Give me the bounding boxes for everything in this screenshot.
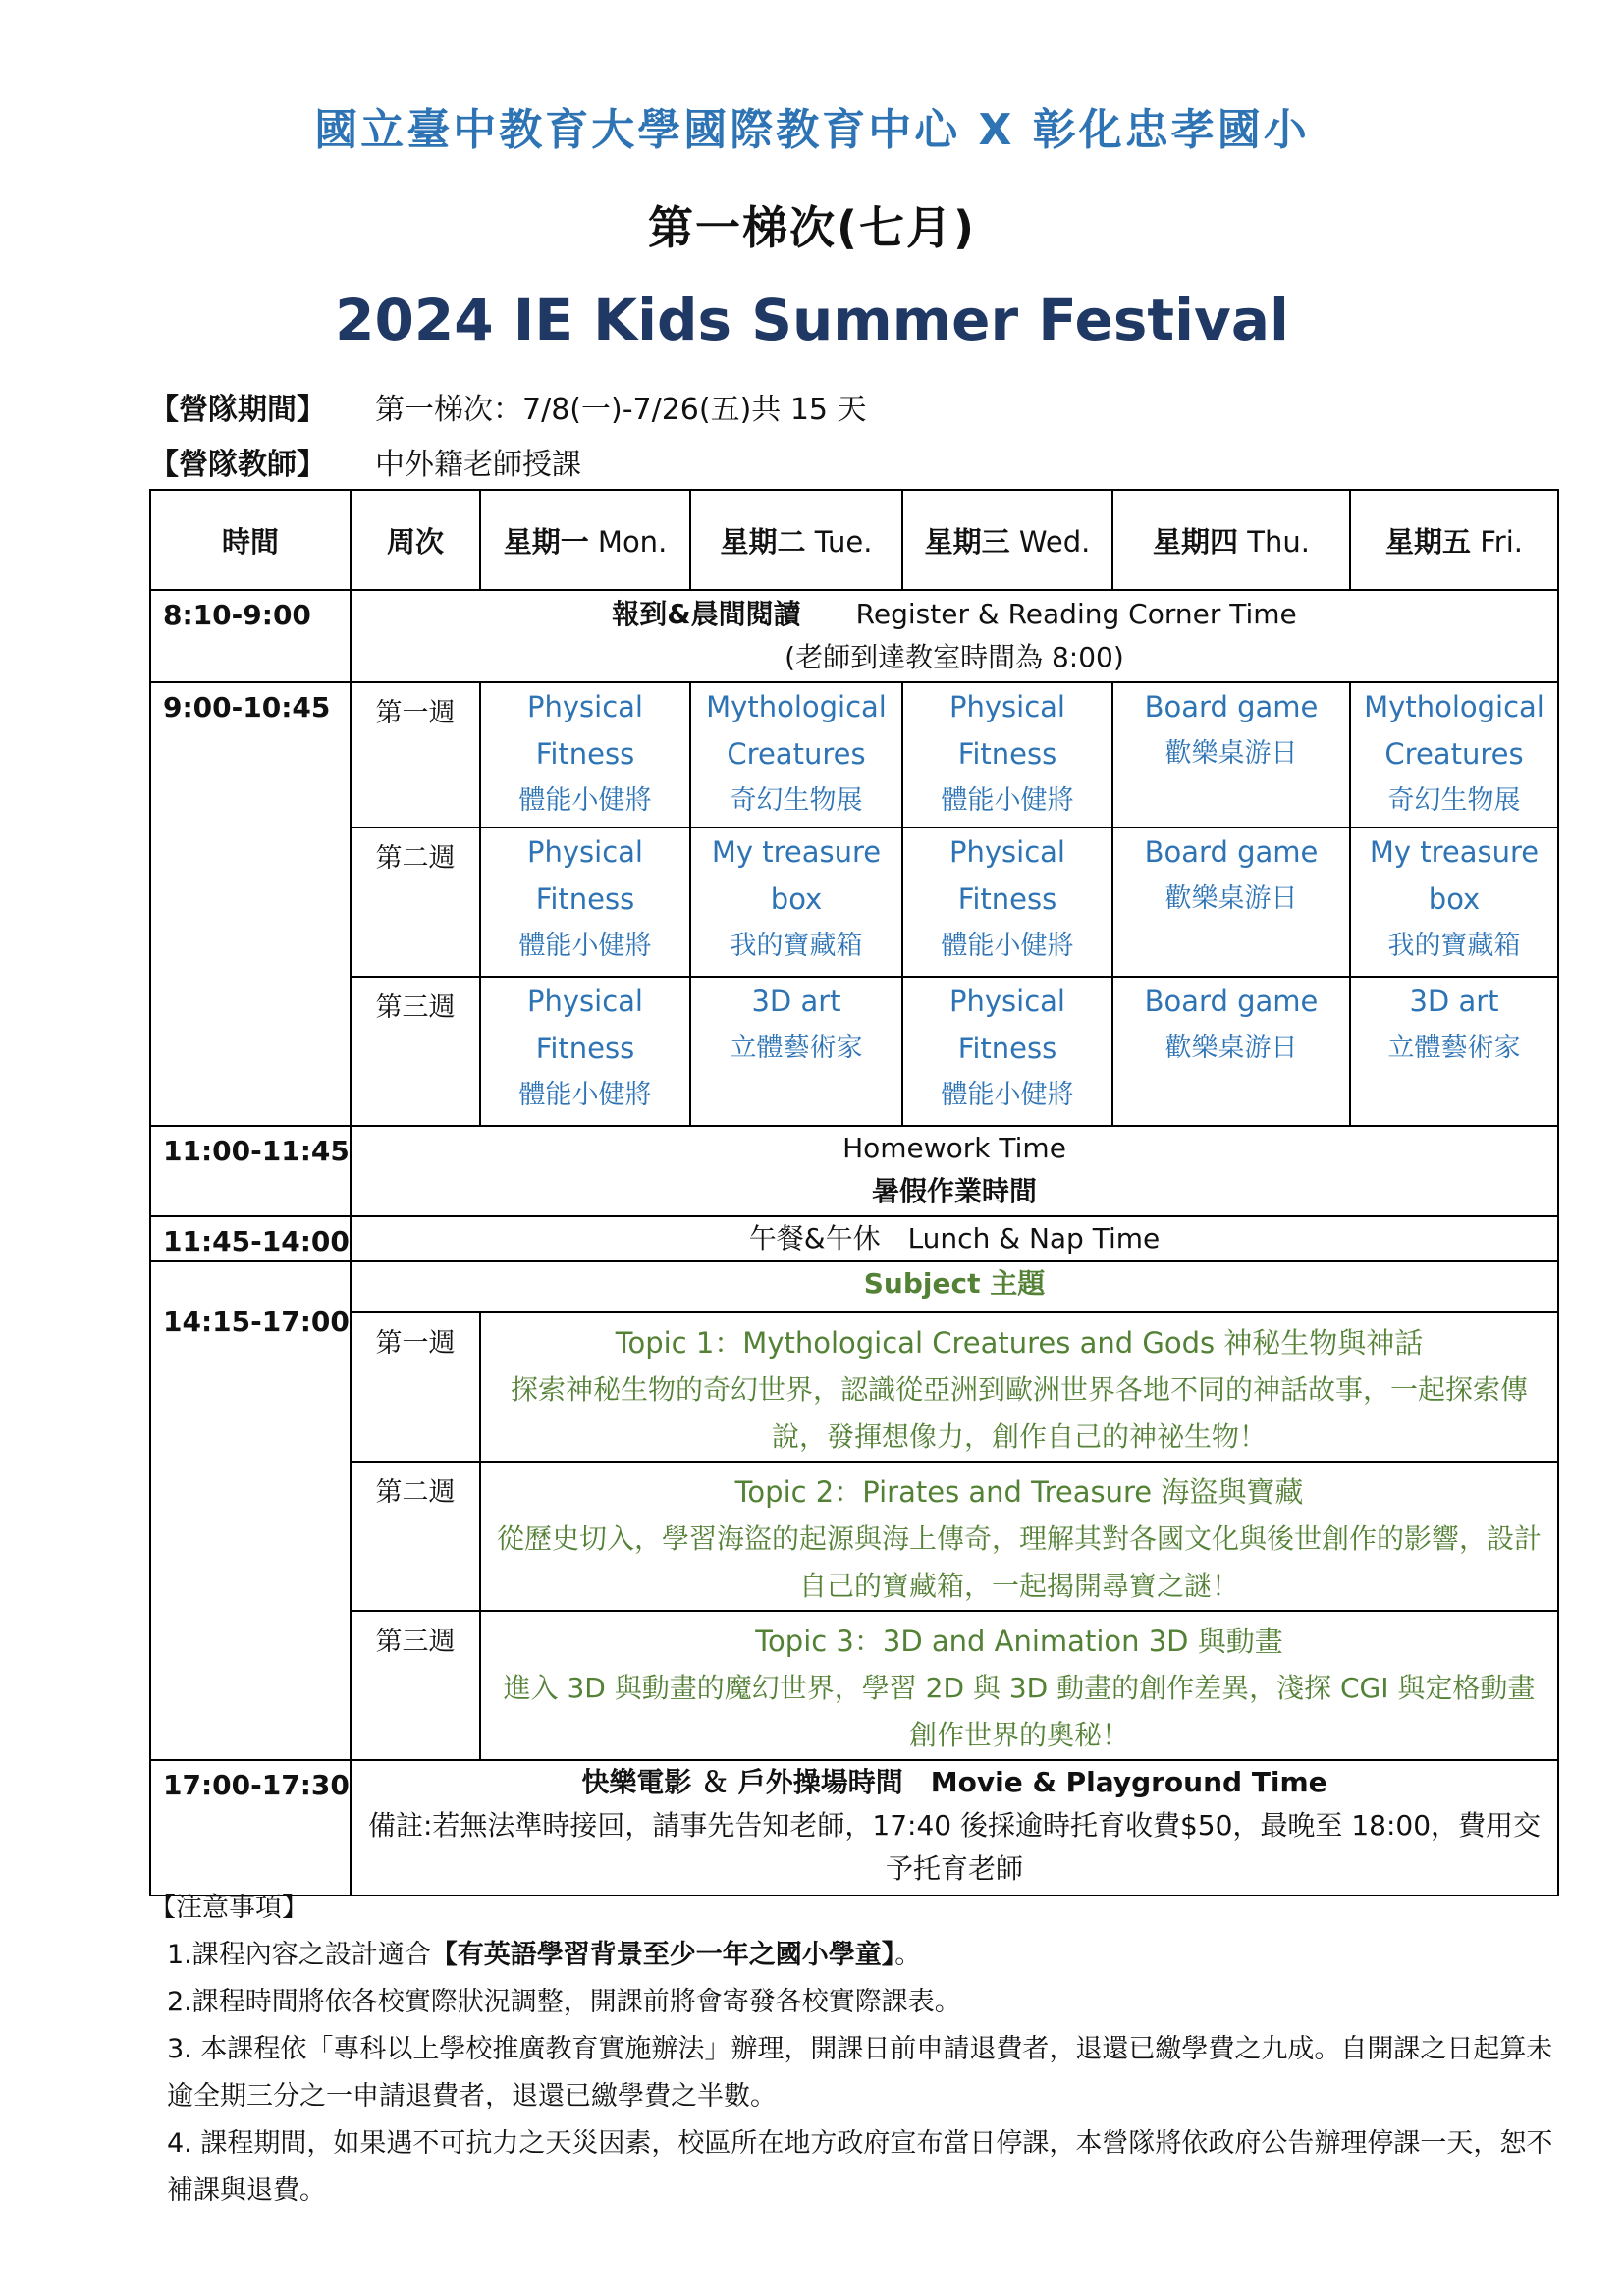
title-session: 第一梯次(七月) (647, 201, 977, 254)
topic-desc: 探索神秘生物的奇幻世界，認識從亞洲到歐洲世界各地不同的神話故事，一起探索傳說，發揮想像力，創作自己的神祕生物！ (510, 1373, 1528, 1453)
note-item: 1.課程內容之設計適合【有英語學習背景至少一年之國小學童】。 (167, 1940, 922, 1970)
topic-cell (480, 1611, 1558, 1760)
activity-cell: Physical Fitness 體能小健將 (480, 682, 690, 828)
row-evening (150, 1760, 1558, 1896)
evening-cell (351, 1760, 1558, 1896)
activity-cell: Physical Fitness 體能小健將 (902, 682, 1112, 828)
header-tue: 星期二 Tue. (690, 490, 902, 590)
time-homework: 11:00-11:45 (150, 1126, 351, 1216)
header-thu: 星期四 Thu. (1112, 490, 1350, 590)
activity-cell: My treasure box 我的寶藏箱 (690, 828, 902, 977)
table-row (150, 1611, 1558, 1760)
table-row (150, 1462, 1558, 1611)
info-period (149, 385, 867, 428)
week-label: 第二週 (351, 828, 480, 977)
teacher-label: 【營隊教師】 (149, 448, 326, 482)
time-session1: 9:00-10:45 (150, 682, 351, 1126)
info-teacher (149, 440, 581, 483)
topic-desc: 從歷史切入，學習海盜的起源與海上傳奇，理解其對各國文化與後世創作的影響，設計自己的寶藏箱，一起揭開尋寶之謎！ (496, 1522, 1542, 1602)
period-label: 【營隊期間】 (149, 393, 326, 427)
schedule-table (149, 489, 1559, 1896)
evening-title: 快樂電影 ＆ 戶外操場時間 Movie & Playground Time (581, 1766, 1327, 1798)
lunch-cell: 午餐&午休 Lunch & Nap Time (351, 1216, 1558, 1261)
table-row (150, 977, 1558, 1126)
activity-cell: 3D art 立體藝術家 (690, 977, 902, 1126)
header-fri: 星期五 Fri. (1350, 490, 1558, 590)
week-label: 第一週 (351, 682, 480, 828)
time-evening: 17:00-17:30 (150, 1760, 351, 1896)
table-row (150, 682, 1558, 828)
header-mon: 星期一 Mon. (480, 490, 690, 590)
activity-cell: Board game 歡樂桌游日 (1112, 682, 1350, 828)
activity-cell: Board game 歡樂桌游日 (1112, 977, 1350, 1126)
activity-cell: Physical Fitness 體能小健將 (902, 977, 1112, 1126)
topic-desc: 進入 3D 與動畫的魔幻世界，學習 2D 與 3D 動畫的創作差異，淺探 CGI 與定格動畫創作世界的奧秘！ (503, 1672, 1536, 1751)
title-institution: 國立臺中教育大學國際教育中心 X 彰化忠孝國小 (314, 105, 1310, 155)
topic-cell (480, 1462, 1558, 1611)
activity-cell: Board game 歡樂桌游日 (1112, 828, 1350, 977)
topic-cell (480, 1312, 1558, 1462)
activity-cell: Mythological Creatures 奇幻生物展 (1350, 682, 1558, 828)
time-subject: 14:15-17:00 (150, 1261, 351, 1760)
table-row (150, 828, 1558, 977)
header-week: 周次 (351, 490, 480, 590)
week-label: 第二週 (351, 1462, 480, 1611)
morning-cell: 報到&晨間閱讀 Register & Reading Corner Time (老師到達教室時間為 8:00) (351, 590, 1558, 682)
table-row (150, 1312, 1558, 1462)
row-homework (150, 1126, 1558, 1216)
period-value: 第一梯次：7/8(一)-7/26(五)共 15 天 (375, 393, 867, 427)
activity-cell: Physical Fitness 體能小健將 (480, 828, 690, 977)
week-label: 第一週 (351, 1312, 480, 1462)
week-label: 第三週 (351, 977, 480, 1126)
activity-cell: 3D art 立體藝術家 (1350, 977, 1558, 1126)
homework-cell: Homework Time 暑假作業時間 (351, 1126, 1558, 1216)
table-header-row (150, 490, 1558, 590)
topic-title: Topic 1：Mythological Creatures and Gods 神秘生物與神話 (615, 1326, 1424, 1360)
subject-title: Subject 主題 (351, 1261, 1558, 1312)
time-morning: 8:10-9:00 (150, 590, 351, 682)
row-morning (150, 590, 1558, 682)
activity-cell: My treasure box 我的寶藏箱 (1350, 828, 1558, 977)
note-item: 2.課程時間將依各校實際狀況調整，開課前將會寄發各校實際課表。 (167, 1987, 961, 2017)
header-time: 時間 (150, 490, 351, 590)
note-item: 4. 課程期間，如果遇不可抗力之天災因素，校區所在地方政府宣布當日停課，本營隊將依政府公告辦理停課一天，恕不補課與退費。 (167, 2128, 1553, 2206)
teacher-value: 中外籍老師授課 (375, 448, 581, 482)
notes-section (149, 1885, 1553, 2215)
row-subject-title (150, 1261, 1558, 1312)
evening-note: 備註:若無法準時接回，請事先告知老師，17:40 後採逾時托育收費$50，最晚至 18:00，費用交予托育老師 (367, 1809, 1542, 1885)
morning-note: (老師到達教室時間為 8:00) (785, 641, 1124, 673)
title-festival: 2024 IE Kids Summer Festival (335, 287, 1289, 353)
week-label: 第三週 (351, 1611, 480, 1760)
note-item: 3. 本課程依「專科以上學校推廣教育實施辦法」辦理，開課日前申請退費者，退還已繳學費之九成。自開課之日起算未逾全期三分之一申請退費者，退還已繳學費之半數。 (167, 2034, 1553, 2111)
activity-cell: Physical Fitness 體能小健將 (902, 828, 1112, 977)
activity-cell: Physical Fitness 體能小健將 (480, 977, 690, 1126)
notes-heading: 【注意事項】 (149, 1893, 308, 1923)
topic-title: Topic 2：Pirates and Treasure 海盜與寶藏 (734, 1475, 1304, 1509)
header-wed: 星期三 Wed. (902, 490, 1112, 590)
activity-cell: Mythological Creatures 奇幻生物展 (690, 682, 902, 828)
time-lunch: 11:45-14:00 (150, 1216, 351, 1261)
row-lunch (150, 1216, 1558, 1261)
topic-title: Topic 3：3D and Animation 3D 與動畫 (755, 1625, 1283, 1658)
